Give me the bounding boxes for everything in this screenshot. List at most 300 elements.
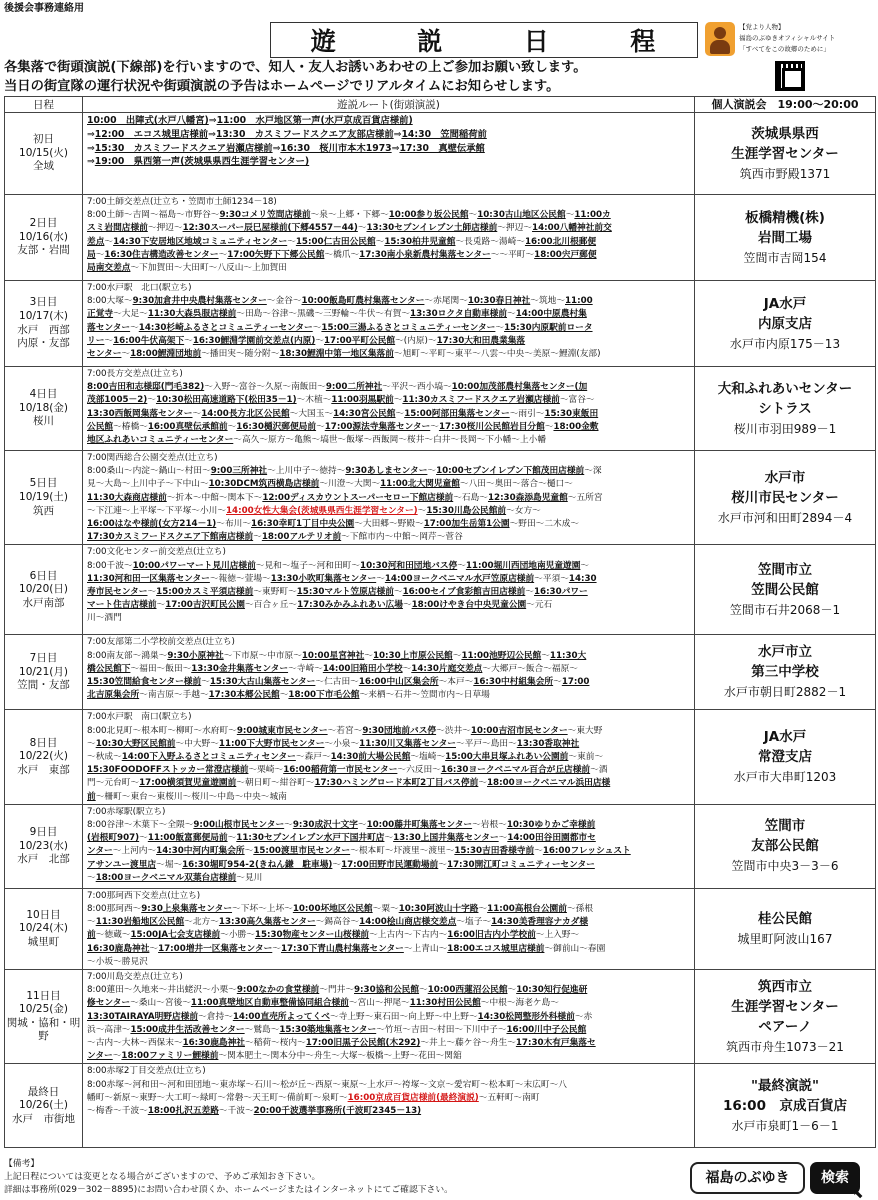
route-text: ～宮山～押尾～ xyxy=(348,998,410,1009)
street-speech-stop: 17:00加生岳第1公園 xyxy=(423,519,510,530)
street-speech-stop: 正覚寺 xyxy=(87,309,114,320)
street-speech-stop: 11:30セブンイレブン水戸下国井町店 xyxy=(236,833,385,844)
route-text: ～ xyxy=(544,421,554,432)
venue-name: 内原支店 xyxy=(758,315,812,332)
street-speech-stop: 9:00山根市民センター xyxy=(193,820,285,831)
day-label-line: 笠間・友部 xyxy=(17,679,70,692)
street-speech-stop: 20:00千波選挙事務所(千波町2345－13) xyxy=(253,1106,422,1117)
route-text: ～福田～飯田～ xyxy=(130,663,192,674)
route-text: ～ xyxy=(430,421,439,432)
street-speech-stop: 9:30コメリ笠間店様前 xyxy=(219,210,311,221)
street-speech-stop: 前 xyxy=(87,791,96,802)
venue-name: JA水戸 xyxy=(763,729,807,746)
route-text: ～ xyxy=(253,532,262,543)
route-line xyxy=(87,1065,691,1078)
route-text: 浜～高津～ xyxy=(87,1024,131,1035)
route-text: ～御前山～春園 xyxy=(544,943,606,954)
day-label-line: 7日目 xyxy=(29,652,58,665)
street-speech-stop: 15:00三湯ふるさとコミュニティーセンター xyxy=(321,322,496,333)
venue-address: 城里町阿波山167 xyxy=(737,931,833,946)
venue-name: 板橋精機(株) xyxy=(745,209,825,226)
venue-name: 生涯学習センター xyxy=(731,145,839,162)
day-cell xyxy=(5,113,83,195)
solo-speech-venue xyxy=(695,888,876,969)
solo-speech-venue xyxy=(695,1064,876,1148)
route-text: ～寺上野～東石田～向上野～中上野～ xyxy=(329,1011,478,1022)
route-line xyxy=(87,1092,691,1105)
featured-stop: 16:00京成百貨店様前(最終演説) xyxy=(347,1092,479,1103)
intro-line: 各集落で街頭演説(下線部)を行いますので、知人・友人お誘いあわせの上ご参加お願い致します。 xyxy=(4,60,587,75)
street-speech-stop: 11:30大森呉服店様前 xyxy=(147,309,237,320)
route-text: 8:00赤塚2丁目交差点(辻立ち) xyxy=(87,1066,206,1077)
street-speech-stop: 18:00宍戸郵便 xyxy=(534,249,597,260)
route-cell xyxy=(83,710,695,804)
route-line xyxy=(87,859,691,872)
route-text: ～八田～奥田～落合～樋口～ xyxy=(459,479,573,490)
street-speech-stop: 10:00星宮神社 xyxy=(301,650,365,661)
day-label-line: 10/18(金) xyxy=(19,401,68,414)
route-line xyxy=(87,308,691,321)
route-cell xyxy=(83,888,695,969)
street-speech-stop: 局南交差点 xyxy=(87,263,131,274)
intro-line: 当日の街宣隊の運行状況や街頭演説の予告はホームページでリアルタイムにお知らせします。 xyxy=(4,79,560,94)
street-speech-stop: 16:00稲荷第一市民センター xyxy=(283,765,398,776)
route-line xyxy=(87,546,691,559)
site-name-button[interactable]: 福島のぶゆき xyxy=(690,1162,805,1194)
route-text: ～粟～ xyxy=(372,904,399,915)
solo-speech-venue xyxy=(695,710,876,804)
day-label-line: 最終日 xyxy=(27,1085,60,1098)
route-line xyxy=(87,505,691,518)
street-speech-stop: 17:30南小泉新農村集落センター xyxy=(359,249,491,260)
street-speech-stop: 9:30協和公民館 xyxy=(354,985,420,996)
route-line xyxy=(87,394,691,407)
route-text: ～ xyxy=(393,395,403,406)
day-label-line: 水戸 西部 xyxy=(17,323,70,336)
venue-address: 筑西市野殿1371 xyxy=(739,166,831,181)
street-speech-stop: 15:00渡里市民センター xyxy=(253,846,351,857)
route-text: ～大足～ xyxy=(113,309,148,320)
route-text: 7:00水戸駅 北口(駅立ち) xyxy=(87,283,192,293)
route-line xyxy=(87,434,691,447)
route-text: ～ xyxy=(507,309,516,320)
street-speech-stop: 18:30鯉淵中第一地区集落前 xyxy=(279,349,394,360)
candidate-portrait-icon xyxy=(705,22,735,56)
route-text: ～ xyxy=(419,985,428,996)
street-speech-stop: 9:30成沢十文字 xyxy=(292,820,358,831)
venue-address: 笠間市吉岡154 xyxy=(743,250,827,265)
route-text: ～筑地～ xyxy=(530,296,565,307)
route-text: ～ xyxy=(427,466,437,477)
day-label-line: 10日目 xyxy=(26,908,61,921)
route-text: ～ xyxy=(104,335,114,346)
venue-name: 桂公民館 xyxy=(758,910,812,927)
route-cell xyxy=(83,1064,695,1148)
route-line xyxy=(87,1037,691,1050)
route-line xyxy=(87,971,691,984)
street-speech-stop: 15:30川島公民館前 xyxy=(426,505,507,516)
route-text: 8:00土師～吉岡～福島～市野谷～ xyxy=(87,210,220,221)
street-speech-stop: 11:00羽黒駅前 xyxy=(331,395,394,406)
route-text: ～ xyxy=(478,904,488,915)
route-text: ～ xyxy=(201,677,210,688)
route-text: ～錫高谷～ xyxy=(315,917,360,928)
intro-text xyxy=(4,58,824,96)
street-speech-stop: スミ岩間店様前 xyxy=(87,223,148,234)
route-text: 7:00関西総合公園交差点(辻立ち) xyxy=(87,453,218,463)
route-text: 7:00川島交差点(辻立ち) xyxy=(87,972,183,983)
street-speech-stop: 19:00 県西第一声(茨城県県西生涯学習センター) xyxy=(94,156,310,168)
search-button[interactable] xyxy=(810,1162,864,1200)
route-line xyxy=(87,890,691,903)
street-speech-stop: 14:30美香理容ナカダ様 xyxy=(491,917,589,928)
route-text: ～森戸～ xyxy=(295,752,331,763)
street-speech-stop: 14:00田谷田園都市セ xyxy=(507,833,596,844)
street-speech-stop: 15:30柏井児童館 xyxy=(384,236,456,247)
route-text: 8:00南友部～鴻巣～ xyxy=(87,650,168,661)
route-text: ～ xyxy=(218,249,228,260)
day-label-line: 10/25(金) xyxy=(19,1003,68,1016)
street-speech-stop: 16:30鯉淵学園前交差点(内原) xyxy=(192,335,316,346)
street-speech-stop: 16:30幸町1丁目中央公園 xyxy=(251,519,355,530)
route-text: ～中根～海老ケ島～ xyxy=(480,998,559,1009)
street-speech-stop: 14:30松岡整形外科様前 xyxy=(477,1011,575,1022)
street-speech-stop: 11:30村田公民館 xyxy=(409,998,481,1009)
route-text: ～ xyxy=(147,395,156,406)
day-label-line: 筑西 xyxy=(33,504,54,517)
venue-name: 16:00 京成百貨店 xyxy=(723,1097,847,1114)
street-speech-stop: 13:30香取神社 xyxy=(516,738,580,749)
street-speech-stop: 17:30大和田農業集落 xyxy=(436,335,526,346)
street-speech-stop: 9:30上泉集落センター xyxy=(141,904,233,915)
brand-line: 福島のぶゆきオフィシャルサイト xyxy=(739,34,836,42)
route-line xyxy=(87,929,691,942)
route-text: 8:00蓮田～久地来～井出蛯沢～小栗～ xyxy=(87,985,237,996)
solo-speech-venue xyxy=(695,635,876,710)
route-line xyxy=(87,1079,691,1092)
street-speech-stop: 9:00なかの食堂様前 xyxy=(236,985,320,996)
route-text: ～泉～上郷・下郷～ xyxy=(310,210,389,221)
route-line xyxy=(87,689,691,702)
route-cell xyxy=(83,113,695,195)
street-speech-stop: 17:00平町公民館 xyxy=(324,335,396,346)
route-line xyxy=(87,492,691,505)
street-speech-stop: 16:30中村組集会所 xyxy=(473,677,554,688)
route-text: ～竹垣～吉田～村田～下川中子～ xyxy=(376,1024,507,1035)
route-text: ～入野～富谷～久原～南飯田～ xyxy=(204,382,326,393)
street-speech-stop: 10:30阿波山十字路 xyxy=(398,904,479,915)
route-text: 見～大島～上川中子～下中山～ xyxy=(87,479,209,490)
solo-speech-venue xyxy=(695,545,876,635)
route-text: ～東大野 xyxy=(567,725,603,736)
street-speech-stop: 17:30カスミフードスクエア下館南店様前 xyxy=(87,532,254,543)
qr-code-icon[interactable] xyxy=(775,61,805,91)
route-text: ～橋爪～ xyxy=(324,249,360,260)
route-line xyxy=(87,751,691,764)
route-line xyxy=(87,1105,691,1118)
street-speech-stop: 16:30 桜川市本木1973 xyxy=(280,142,392,154)
day-label-line: 桜川 xyxy=(33,415,54,428)
route-text: ～大郷戸～飯合～福原～ xyxy=(482,663,578,674)
route-line xyxy=(87,1050,691,1063)
street-speech-stop: 10:00加茂部農村集落センター(加 xyxy=(451,382,588,393)
route-line xyxy=(87,573,691,586)
route-text: ～千波～ xyxy=(218,1106,254,1117)
solo-speech-venue xyxy=(695,804,876,888)
route-text: ～ xyxy=(402,663,412,674)
street-speech-stop: 17:00田野市民運動場前 xyxy=(341,859,439,870)
route-text: ～椿橋～ xyxy=(113,421,148,432)
day-cell xyxy=(5,804,83,888)
street-speech-stop: 18:00エコス城里店様前 xyxy=(447,943,545,954)
street-speech-stop: 14:30宮公民館 xyxy=(333,408,396,419)
day-label-line: 10/21(月) xyxy=(19,665,68,678)
day-cell xyxy=(5,970,83,1064)
route-text: ⇒ xyxy=(393,128,402,140)
route-text: 7:00赤塚駅(駅立ち) xyxy=(87,806,166,817)
street-speech-stop: 16:00セイブ食彩館吉田店様前 xyxy=(402,587,526,598)
route-text: ～ xyxy=(357,223,367,234)
street-speech-stop: 14:00桧山商店様交差点 xyxy=(359,917,457,928)
street-speech-stop: 11:00飯富郵便局前 xyxy=(147,833,228,844)
route-text: ～上青山～ xyxy=(403,943,448,954)
day-row xyxy=(5,970,876,1064)
route-text: 7:00水戸駅 南口(駅立ち) xyxy=(87,712,192,723)
day-label-line: 水戸南部 xyxy=(22,596,65,609)
schedule-table xyxy=(4,96,876,1148)
venue-address: 笠間市石井2068－1 xyxy=(729,602,841,617)
street-speech-stop: 17:00吉沢町民公園 xyxy=(165,600,245,611)
route-text: ～ xyxy=(272,943,281,954)
street-speech-stop: 10:30松田高速道路下(松田35－1) xyxy=(155,395,297,406)
route-text: ～ xyxy=(227,421,237,432)
route-cell xyxy=(83,281,695,367)
street-speech-stop: 17:00横須賀児童遊園前 xyxy=(139,778,237,789)
route-text: ～孫根 xyxy=(566,904,593,915)
route-text: ～上河内～ xyxy=(112,846,157,857)
venue-address: 水戸市泉町1－6－1 xyxy=(731,1118,839,1133)
street-speech-stop: ンター xyxy=(87,1051,113,1062)
street-speech-stop: 9:30団地前バス停 xyxy=(362,725,437,736)
street-speech-stop: 10:30知行促進研 xyxy=(516,985,588,996)
day-row xyxy=(5,545,876,635)
street-speech-stop: 11:00カ xyxy=(574,210,611,221)
venue-name: 岩間工場 xyxy=(758,229,812,246)
day-label-line: 水戸 市街地 xyxy=(12,1112,75,1125)
route-text: ～柵町～東台～東桜川～桜川～中島～中央～城南 xyxy=(95,791,287,802)
street-speech-stop: 北吉原集会所 xyxy=(87,690,140,701)
route-line xyxy=(87,676,691,689)
solo-speech-venue xyxy=(695,113,876,195)
route-text: ～仁古田～ xyxy=(315,677,359,688)
route-line xyxy=(87,196,691,209)
day-cell xyxy=(5,545,83,635)
day-label-line: 関城・協和・明 xyxy=(6,1016,81,1029)
route-text: ～ xyxy=(95,249,105,260)
route-text: ～寺崎～ xyxy=(288,663,323,674)
route-text: ～木植～ xyxy=(296,395,332,406)
day-label-line: 内原・友部 xyxy=(17,337,70,350)
route-text: 7:00友部第二小学校前交差点(辻立ち) xyxy=(87,637,235,648)
footer-line: 詳細は事務所(029－302－8895)にお問い合わせ頂くか、ホームページまたはインターネットにてご確認下さい。 xyxy=(4,1185,453,1195)
day-label-line: 10/26(土) xyxy=(19,1099,68,1112)
day-label-line: 4日目 xyxy=(29,388,58,401)
day-row xyxy=(5,451,876,545)
street-speech-stop: 13:30金井集落センター xyxy=(191,663,289,674)
route-line xyxy=(87,478,691,491)
street-speech-stop: 14:30杉崎ふるさとコミュニティーセンター xyxy=(138,322,313,333)
day-row xyxy=(5,195,876,281)
header-date: 日程 xyxy=(5,97,83,113)
street-speech-stop: 15:30 カスミフードスクエア岩瀬店様前 xyxy=(94,142,273,154)
street-speech-stop: 局 xyxy=(87,249,96,260)
street-speech-stop: 17:30桜川公民館岩目分館 xyxy=(438,421,545,432)
street-speech-stop: 10:30河和田団地バス停 xyxy=(360,560,458,571)
street-speech-stop: リー xyxy=(87,335,105,346)
route-cell xyxy=(83,367,695,451)
route-text: ～ xyxy=(147,587,157,598)
route-line xyxy=(87,114,691,128)
street-speech-stop: 16:00牛伏高架下 xyxy=(113,335,185,346)
route-text: ～ xyxy=(417,505,427,516)
route-text: ～上古内～下古内～ xyxy=(369,930,448,941)
street-speech-stop: 14:30 笠間稲荷前 xyxy=(401,128,487,140)
street-speech-stop: 13:30上国井集落センター xyxy=(393,833,499,844)
route-line xyxy=(87,845,691,858)
route-text: ～上川中子～徳持～ xyxy=(267,466,346,477)
route-text: ～秋成～ xyxy=(87,752,122,763)
street-speech-stop: 10:30古山地区公民館 xyxy=(477,210,566,221)
street-speech-stop: 10:00パワーマート見川店様前 xyxy=(132,560,256,571)
route-text: ⇒ xyxy=(208,115,217,126)
route-line xyxy=(87,236,691,249)
street-speech-stop: 15:00成井生活改善センター xyxy=(130,1024,245,1035)
route-text: ～下江連～上平塚～下平塚～小川～ xyxy=(87,505,226,516)
route-text: ～ xyxy=(507,985,517,996)
route-text: ～ xyxy=(316,421,325,432)
venue-name: 笠間公民館 xyxy=(751,581,819,598)
street-speech-stop: 10:30ゆりかご幸様前 xyxy=(506,820,596,831)
search-label: 検索 xyxy=(821,1170,849,1186)
day-label-line: 10/22(火) xyxy=(19,750,68,763)
day-label-line: 友部・岩間 xyxy=(17,244,70,257)
featured-stop: 14:00女性大集会(茨城県県西生涯学習センター) xyxy=(226,505,418,516)
route-line xyxy=(87,738,691,751)
route-text: ～平戸～島田～ xyxy=(455,738,517,749)
route-text: ～田島～谷津～黒磯～三野輪～牛伏～有賀～ xyxy=(236,309,411,320)
header-solo-speech: 個人演説会 19:00～20:00 xyxy=(695,97,876,113)
route-text: ～金谷～ xyxy=(266,296,302,307)
day-label-line: 全域 xyxy=(33,160,54,173)
street-speech-stop: 13:30高久集落センター xyxy=(218,917,316,928)
street-speech-stop: 18:00ヨークベニマル双葉台店様前 xyxy=(95,872,237,883)
day-label-line: 11日目 xyxy=(26,989,61,1002)
cursor-icon: ⬉ xyxy=(853,1187,864,1200)
day-cell xyxy=(5,635,83,710)
street-speech-stop: 10:00西蓮沼公民館 xyxy=(427,985,508,996)
route-text: ～下加賀田～大田町～八反山～上加賀田 xyxy=(130,263,287,274)
solo-speech-venue xyxy=(695,195,876,281)
street-speech-stop: 16:00真壁伝承館前 xyxy=(147,421,228,432)
day-row xyxy=(5,281,876,367)
street-speech-stop: 11:00北大関児童館 xyxy=(380,479,460,490)
route-text: ～ xyxy=(384,833,394,844)
route-line xyxy=(87,322,691,335)
route-text: ⇒ xyxy=(208,128,216,140)
route-text: ～ xyxy=(376,573,385,584)
route-text: ～ xyxy=(87,738,96,749)
route-line xyxy=(87,916,691,929)
route-text: ～赤尾関～ xyxy=(424,296,468,307)
route-text: ～ xyxy=(87,917,96,928)
street-speech-stop: 10:00吉沼市民センター xyxy=(470,725,568,736)
route-cell xyxy=(83,970,695,1064)
venue-name: 第三中学校 xyxy=(751,664,819,681)
street-speech-stop: 17:00源法寺集落センター xyxy=(324,421,431,432)
route-text: ～朝日町～紺谷町～ xyxy=(236,778,315,789)
route-text: ～旭町～平町～東平～八雲～中央～美原～鯉淵(友部) xyxy=(393,349,601,360)
street-speech-stop: 13:30西飯岡集落センター xyxy=(87,408,193,419)
day-label-line: 6日目 xyxy=(29,569,58,582)
day-row xyxy=(5,113,876,195)
street-speech-stop: 18:00鯉淵団地前 xyxy=(130,349,202,360)
street-speech-stop: 16:30堀町954-2(きねん鎌 駐車場) xyxy=(182,859,333,870)
day-label-line: 9日目 xyxy=(29,825,58,838)
venue-address: 笠間市中央3－3－6 xyxy=(731,859,839,874)
day-label-line: 5日目 xyxy=(29,477,58,490)
route-text: ～ xyxy=(438,859,447,870)
route-text: ～ xyxy=(121,349,131,360)
route-text: 8:00那珂西～ xyxy=(87,904,142,915)
street-speech-stop: 10:00飯島町農村集落センター xyxy=(301,296,425,307)
street-speech-stop: 15:00大串貝塚ふれあい公園前 xyxy=(445,752,569,763)
route-text: ～ xyxy=(580,560,590,571)
route-text: ～高久～原方～亀熊～塙世～飯塚～西飯岡～桜井～白井～長岡～下小幡～上小幡 xyxy=(233,435,547,446)
route-text: ～ xyxy=(457,560,466,571)
street-speech-stop: 10:00 出陣式(水戸八幡宮) xyxy=(87,115,209,126)
day-label-line: 初日 xyxy=(33,133,54,146)
page-title xyxy=(270,22,698,58)
street-speech-stop: アサンユー渡里店 xyxy=(87,859,157,870)
route-line xyxy=(87,560,691,573)
route-text: ～下市原～中市原～ xyxy=(223,650,302,661)
street-speech-stop: 17:30木有戸集落セ xyxy=(515,1038,596,1049)
route-text: ～ xyxy=(565,210,575,221)
route-text: ⇒ xyxy=(87,142,95,154)
day-label-line: 10/17(木) xyxy=(19,309,68,322)
street-speech-stop: 14:00中原農村集 xyxy=(515,309,587,320)
street-speech-stop: 17:30本郷公民館 xyxy=(208,690,280,701)
brand-line: 【党より人物】 xyxy=(739,23,785,31)
street-speech-stop: 17:00旧黒子公民館(木292) xyxy=(305,1038,421,1049)
route-line xyxy=(87,711,691,724)
route-text: 8:00大塚～ xyxy=(87,296,133,307)
street-speech-stop: 11:30大森商店様前 xyxy=(87,492,167,503)
street-speech-stop: 17:30ハミングロード本町2丁目バス停前 xyxy=(314,778,479,789)
route-text: ～押辺～ xyxy=(147,223,183,234)
footer-notes xyxy=(4,1158,684,1197)
day-label-line: 水戸 北部 xyxy=(17,853,70,866)
day-cell xyxy=(5,1064,83,1148)
street-speech-stop: 11:00堀川西団地南児童遊園 xyxy=(465,560,581,571)
venue-name: "最終演説" xyxy=(750,1077,820,1094)
street-speech-stop: 13:30小吹町集落センター xyxy=(270,573,377,584)
street-speech-stop: 16:30樋沢郵便局前 xyxy=(236,421,317,432)
street-speech-stop: 12:00 エコス城里店様前 xyxy=(94,128,209,140)
route-text: 7:00土師交差点(辻立ち・笠間市土師1234－18) xyxy=(87,197,277,207)
route-line xyxy=(87,777,691,790)
route-text: ～ xyxy=(156,600,166,611)
